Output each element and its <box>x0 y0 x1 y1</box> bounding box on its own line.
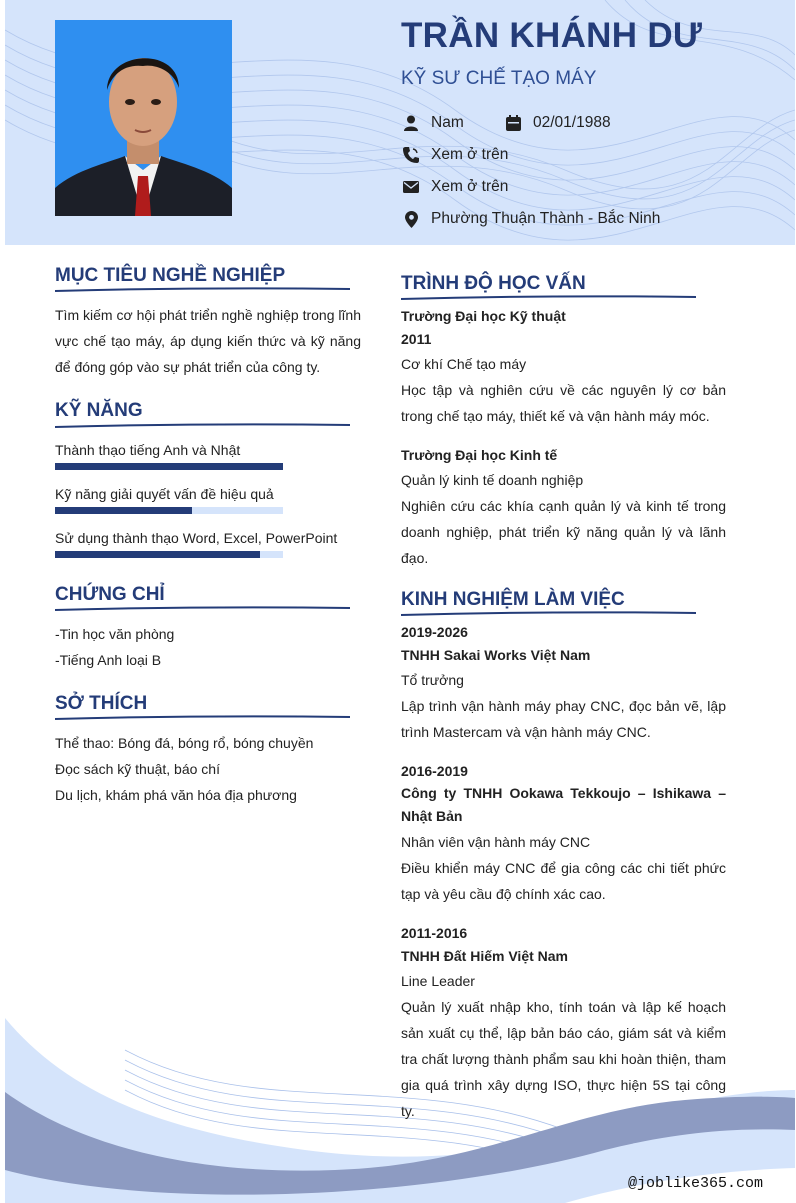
gender-row <box>401 111 464 135</box>
certificates-title: CHỨNG CHỈ <box>55 584 165 605</box>
candidate-name: TRẦN KHÁNH DƯ <box>401 16 703 55</box>
education-school: Trường Đại học Kỹ thuật <box>401 308 566 324</box>
objective-underline <box>55 287 350 293</box>
experience-description: Điều khiển máy CNC để gia công các chi tiết phức tạp và yêu cầu độ chính xác cao. <box>401 860 726 902</box>
education-year: 2011 <box>401 331 432 347</box>
skill-label: Sử dụng thành thạo Word, Excel, PowerPoint <box>55 530 338 546</box>
hobbies-title: SỞ THÍCH <box>55 693 148 714</box>
envelope-icon <box>401 177 421 197</box>
certificate-item: -Tin học văn phòng <box>55 626 175 642</box>
skill-bar-fill <box>55 507 192 514</box>
experience-position: Line Leader <box>401 973 475 989</box>
candidate-role: KỸ SƯ CHẾ TẠO MÁY <box>401 68 597 89</box>
education-major: Quản lý kinh tế doanh nghiệp <box>401 472 584 488</box>
header <box>5 0 795 245</box>
experience-position: Tổ trưởng <box>401 672 464 688</box>
watermark-text: @joblike365.com <box>628 1175 764 1192</box>
education-description: Nghiên cứu các khía cạnh quản lý và kinh tế trong doanh nghiệp, phát triển kỹ năng quản lý và lãnh đạo. <box>401 498 726 566</box>
resume-page <box>5 0 795 1203</box>
hobby-item: Đọc sách kỹ thuật, báo chí <box>55 761 220 777</box>
hobbies-underline <box>55 715 350 721</box>
birthdate-row <box>503 111 611 135</box>
hobby-item: Du lịch, khám phá văn hóa địa phương <box>55 787 297 803</box>
phone-icon <box>401 145 421 165</box>
education-school: Trường Đại học Kinh tế <box>401 447 558 463</box>
education-title: TRÌNH ĐỘ HỌC VẤN <box>401 273 586 294</box>
phone-row <box>401 143 508 167</box>
objective-title: MỤC TIÊU NGHỀ NGHIỆP <box>55 265 286 286</box>
experience-position: Nhân viên vận hành máy CNC <box>401 834 591 850</box>
skill-label: Thành thạo tiếng Anh và Nhật <box>55 442 241 458</box>
experience-company: TNHH Đất Hiếm Việt Nam <box>401 948 569 964</box>
experience-company: TNHH Sakai Works Việt Nam <box>401 647 591 663</box>
objective-text: Tìm kiếm cơ hội phát triển nghề nghiệp trong lĩnh vực chế tạo máy, áp dụng kiến thức và kỹ năng để đóng góp vào sự phát triển của công ty. <box>55 307 361 375</box>
certificate-item: -Tiếng Anh loại B <box>55 652 162 668</box>
skill-bar <box>55 551 283 558</box>
experience-underline <box>401 611 696 617</box>
skills-underline <box>55 423 350 429</box>
calendar-icon <box>503 113 523 133</box>
skill-bar-fill <box>55 463 283 470</box>
experience-period: 2019-2026 <box>401 624 468 640</box>
experience-period: 2016-2019 <box>401 763 468 779</box>
skill-bar-fill <box>55 551 260 558</box>
location-pin-icon <box>401 209 421 229</box>
skills-title: KỸ NĂNG <box>55 400 143 421</box>
experience-description: Lập trình vận hành máy phay CNC, đọc bản vẽ, lập trình Mastercam và vận hành máy CNC. <box>401 698 726 740</box>
address-row <box>401 207 660 231</box>
email-row <box>401 175 508 199</box>
experience-description: Quản lý xuất nhập kho, tính toán và lập kế hoạch sản xuất cụ thể, lập bản báo cáo, giám sát và kiểm tra chất lượng thành phẩm sau khi hoàn thiện, tham gia quá trình xây dựng ISO, thực hiện 5S tại công ty. <box>401 999 726 1119</box>
profile-photo <box>55 20 232 216</box>
person-icon <box>401 113 421 133</box>
skill-bar <box>55 507 283 514</box>
gender-value: Nam <box>431 114 464 131</box>
experience-title: KINH NGHIỆM LÀM VIỆC <box>401 589 625 610</box>
phone-value: Xem ở trên <box>431 146 509 163</box>
address-value: Phường Thuận Thành - Bắc Ninh <box>431 210 661 227</box>
education-description: Học tập và nghiên cứu về các nguyên lý cơ bản trong chế tạo máy, thiết kế và vận hành máy móc. <box>401 382 726 424</box>
hobby-item: Thể thao: Bóng đá, bóng rổ, bóng chuyền <box>55 735 314 751</box>
email-value: Xem ở trên <box>431 178 509 195</box>
birthdate-value: 02/01/1988 <box>533 114 611 131</box>
education-underline <box>401 295 696 301</box>
experience-period: 2011-2016 <box>401 925 468 941</box>
skill-bar <box>55 463 283 470</box>
skill-label: Kỹ năng giải quyết vấn đề hiệu quả <box>55 486 274 502</box>
certificates-underline <box>55 606 350 612</box>
education-major: Cơ khí Chế tạo máy <box>401 356 527 372</box>
experience-company: Công ty TNHH Ookawa Tekkoujo – Ishikawa – Nhật Bản <box>401 785 726 824</box>
